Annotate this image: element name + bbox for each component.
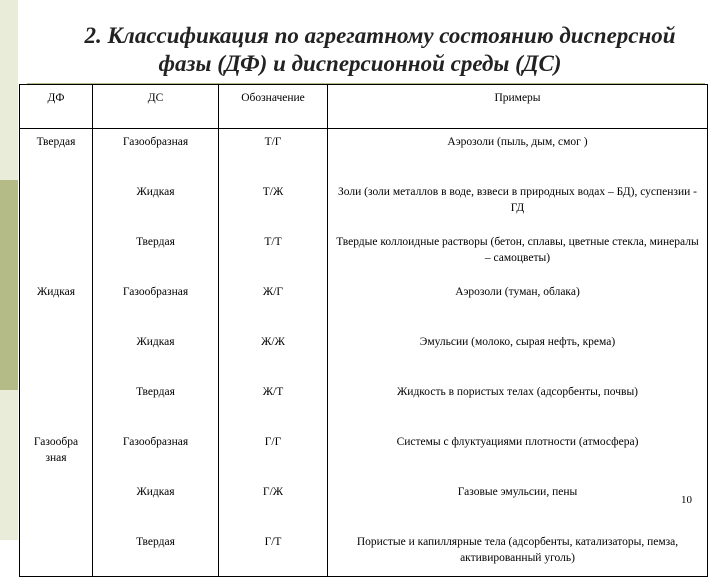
medium-cell: Жидкая [93,179,219,229]
phase-cell-empty [20,229,93,279]
table-row [20,529,708,577]
medium-cell: Газообразная [93,429,219,479]
phase-cell: Жидкая [20,279,93,329]
table-row [20,329,708,379]
table-row [20,379,708,429]
examples-cell: Газовые эмульсии, пены [328,479,708,529]
examples-cell: Жидкость в пористых телах (адсорбенты, почвы) [328,379,708,429]
notation-cell: Т/Ж [219,179,328,229]
table-row [20,179,708,229]
phase-cell-empty [20,179,93,229]
examples-cell: Аэрозоли (туман, облака) [328,279,708,329]
phase-cell-empty [20,379,93,429]
header-row [20,85,708,129]
left-accent-block [0,180,18,390]
table-row [20,129,708,180]
medium-cell: Твердая [93,229,219,279]
medium-cell: Твердая [93,529,219,577]
table-row [20,479,708,529]
header-dispersion-medium: ДС [93,85,219,129]
header-notation: Обозначение [219,85,328,129]
examples-cell: Эмульсии (молоко, сырая нефть, крема) [328,329,708,379]
notation-cell: Т/Г [219,129,328,180]
examples-cell: Системы с флуктуациями плотности (атмосфера) [328,429,708,479]
examples-cell: Пористые и капиллярные тела (адсорбенты, катализаторы, пемза, активированный уголь) [328,529,708,577]
phase-cell-empty [20,329,93,379]
phase-cell-empty [20,529,93,577]
examples-cell: Золи (золи металлов в воде, взвеси в природных водах – БД), суспензии - ГД [328,179,708,229]
notation-cell: Т/Т [219,229,328,279]
classification-table [19,84,708,577]
header-examples: Примеры [328,85,708,129]
notation-cell: Ж/Ж [219,329,328,379]
notation-cell: Г/Ж [219,479,328,529]
medium-cell: Жидкая [93,479,219,529]
phase-cell-empty [20,479,93,529]
notation-cell: Г/Т [219,529,328,577]
medium-cell: Жидкая [93,329,219,379]
page-number: 10 [681,494,692,506]
notation-cell: Ж/Т [219,379,328,429]
header-dispersed-phase: ДФ [20,85,93,129]
medium-cell: Газообразная [93,279,219,329]
phase-cell: Газообра зная [20,429,93,479]
notation-cell: Ж/Г [219,279,328,329]
phase-cell: Твердая [20,129,93,180]
medium-cell: Газообразная [93,129,219,180]
table-row [20,429,708,479]
medium-cell: Твердая [93,379,219,429]
table-row [20,229,708,279]
title-line-1: 2. Классификация по агрегатному состоянию дисперсной [84,23,676,48]
examples-cell: Аэрозоли (пыль, дым, смог ) [328,129,708,180]
slide-title [40,22,720,78]
examples-cell: Твердые коллоидные растворы (бетон, сплавы, цветные стекла, минералы – самоцветы) [328,229,708,279]
title-line-2: фазы (ДФ) и дисперсионной среды (ДС) [158,51,562,76]
table-row [20,279,708,329]
notation-cell: Г/Г [219,429,328,479]
